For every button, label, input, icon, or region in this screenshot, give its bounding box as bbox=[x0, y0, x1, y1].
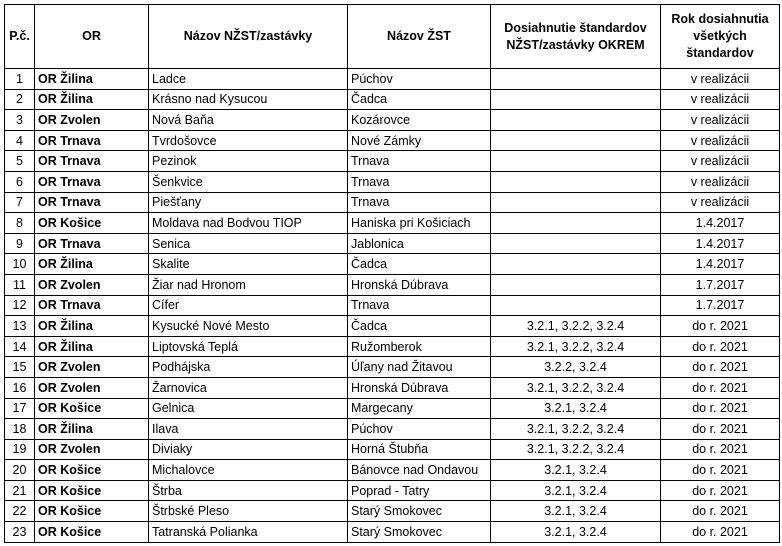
row-number: 8 bbox=[5, 213, 35, 234]
row-or: OR Žilina bbox=[35, 89, 149, 110]
row-number: 18 bbox=[5, 419, 35, 440]
row-number: 5 bbox=[5, 151, 35, 172]
row-number: 12 bbox=[5, 295, 35, 316]
row-standards: 3.2.1, 3.2.2, 3.2.4 bbox=[491, 419, 661, 440]
row-zst-name: Púchov bbox=[348, 69, 491, 90]
row-year: 1.4.2017 bbox=[661, 254, 780, 275]
row-number: 16 bbox=[5, 377, 35, 398]
row-zst-name: Čadca bbox=[348, 89, 491, 110]
row-nzst-name: Ilava bbox=[149, 419, 348, 440]
row-or: OR Zvolen bbox=[35, 439, 149, 460]
row-nzst-name: Piešťany bbox=[149, 192, 348, 213]
table-row bbox=[5, 213, 780, 234]
row-nzst-name: Krásno nad Kysucou bbox=[149, 89, 348, 110]
row-nzst-name: Šenkvice bbox=[149, 171, 348, 192]
row-number: 23 bbox=[5, 522, 35, 543]
row-nzst-name: Štrba bbox=[149, 480, 348, 501]
row-year: do r. 2021 bbox=[661, 336, 780, 357]
row-year: v realizácii bbox=[661, 110, 780, 131]
row-or: OR Žilina bbox=[35, 316, 149, 337]
row-number: 19 bbox=[5, 439, 35, 460]
row-or: OR Trnava bbox=[35, 295, 149, 316]
row-standards: 3.2.1, 3.2.2, 3.2.4 bbox=[491, 336, 661, 357]
row-nzst-name: Podhájska bbox=[149, 357, 348, 378]
header-standards: Dosiahnutie štandardov NŽST/zastávky OKREM bbox=[491, 5, 661, 69]
stations-table bbox=[4, 4, 780, 543]
row-year: 1.4.2017 bbox=[661, 213, 780, 234]
row-or: OR Žilina bbox=[35, 254, 149, 275]
row-number: 2 bbox=[5, 89, 35, 110]
row-standards: 3.2.1, 3.2.4 bbox=[491, 398, 661, 419]
row-year: v realizácii bbox=[661, 192, 780, 213]
row-or: OR Košice bbox=[35, 480, 149, 501]
header-nzst: Názov NŽST/zastávky bbox=[149, 5, 348, 69]
row-standards: 3.2.2, 3.2.4 bbox=[491, 357, 661, 378]
table-row bbox=[5, 110, 780, 131]
row-number: 7 bbox=[5, 192, 35, 213]
row-nzst-name: Žarnovica bbox=[149, 377, 348, 398]
row-number: 17 bbox=[5, 398, 35, 419]
row-or: OR Zvolen bbox=[35, 377, 149, 398]
row-standards: 3.2.1, 3.2.2, 3.2.4 bbox=[491, 439, 661, 460]
row-or: OR Košice bbox=[35, 522, 149, 543]
header-num: P.č. bbox=[5, 5, 35, 69]
row-year: 1.7.2017 bbox=[661, 274, 780, 295]
row-zst-name: Jablonica bbox=[348, 233, 491, 254]
table-row bbox=[5, 336, 780, 357]
row-zst-name: Ružomberok bbox=[348, 336, 491, 357]
table-row bbox=[5, 151, 780, 172]
row-year: 1.4.2017 bbox=[661, 233, 780, 254]
table-row bbox=[5, 377, 780, 398]
row-nzst-name: Liptovská Teplá bbox=[149, 336, 348, 357]
row-or: OR Zvolen bbox=[35, 274, 149, 295]
row-number: 9 bbox=[5, 233, 35, 254]
row-or: OR Žilina bbox=[35, 336, 149, 357]
row-number: 15 bbox=[5, 357, 35, 378]
row-year: v realizácii bbox=[661, 151, 780, 172]
row-or: OR Trnava bbox=[35, 192, 149, 213]
row-zst-name: Trnava bbox=[348, 151, 491, 172]
table-row bbox=[5, 357, 780, 378]
row-standards: 3.2.1, 3.2.2, 3.2.4 bbox=[491, 316, 661, 337]
row-nzst-name: Moldava nad Bodvou TIOP bbox=[149, 213, 348, 234]
row-year: do r. 2021 bbox=[661, 501, 780, 522]
row-zst-name: Horná Štubňa bbox=[348, 439, 491, 460]
row-zst-name: Trnava bbox=[348, 171, 491, 192]
table-row bbox=[5, 254, 780, 275]
row-nzst-name: Cífer bbox=[149, 295, 348, 316]
row-zst-name: Čadca bbox=[348, 254, 491, 275]
header-zst: Názov ŽST bbox=[348, 5, 491, 69]
row-nzst-name: Senica bbox=[149, 233, 348, 254]
row-standards bbox=[491, 69, 661, 90]
row-or: OR Trnava bbox=[35, 151, 149, 172]
row-standards: 3.2.1, 3.2.2, 3.2.4 bbox=[491, 377, 661, 398]
row-zst-name: Trnava bbox=[348, 295, 491, 316]
row-or: OR Košice bbox=[35, 398, 149, 419]
row-year: do r. 2021 bbox=[661, 357, 780, 378]
table-row bbox=[5, 398, 780, 419]
row-nzst-name: Tatranská Polianka bbox=[149, 522, 348, 543]
row-year: do r. 2021 bbox=[661, 419, 780, 440]
row-nzst-name: Ladce bbox=[149, 69, 348, 90]
row-number: 10 bbox=[5, 254, 35, 275]
row-or: OR Košice bbox=[35, 501, 149, 522]
row-or: OR Trnava bbox=[35, 130, 149, 151]
row-standards bbox=[491, 254, 661, 275]
row-nzst-name: Tvrdošovce bbox=[149, 130, 348, 151]
row-standards: 3.2.1, 3.2.4 bbox=[491, 480, 661, 501]
row-standards bbox=[491, 295, 661, 316]
row-zst-name: Bánovce nad Ondavou bbox=[348, 460, 491, 481]
row-nzst-name: Nová Baňa bbox=[149, 110, 348, 131]
row-number: 21 bbox=[5, 480, 35, 501]
row-zst-name: Nové Zámky bbox=[348, 130, 491, 151]
table-row bbox=[5, 295, 780, 316]
row-number: 14 bbox=[5, 336, 35, 357]
row-number: 22 bbox=[5, 501, 35, 522]
row-year: do r. 2021 bbox=[661, 398, 780, 419]
header-row bbox=[5, 5, 780, 69]
row-nzst-name: Michalovce bbox=[149, 460, 348, 481]
row-zst-name: Starý Smokovec bbox=[348, 501, 491, 522]
row-zst-name: Starý Smokovec bbox=[348, 522, 491, 543]
row-year: do r. 2021 bbox=[661, 377, 780, 398]
row-year: do r. 2021 bbox=[661, 480, 780, 501]
row-standards: 3.2.1, 3.2.4 bbox=[491, 501, 661, 522]
row-year: 1.7.2017 bbox=[661, 295, 780, 316]
row-or: OR Trnava bbox=[35, 233, 149, 254]
row-or: OR Košice bbox=[35, 213, 149, 234]
table-row bbox=[5, 233, 780, 254]
row-standards bbox=[491, 274, 661, 295]
row-standards bbox=[491, 89, 661, 110]
row-standards: 3.2.1, 3.2.4 bbox=[491, 522, 661, 543]
row-zst-name: Úľany nad Žitavou bbox=[348, 357, 491, 378]
header-year: Rok dosiahnutia všetkých štandardov bbox=[661, 5, 780, 69]
row-nzst-name: Kysucké Nové Mesto bbox=[149, 316, 348, 337]
row-number: 1 bbox=[5, 69, 35, 90]
row-standards bbox=[491, 110, 661, 131]
row-standards bbox=[491, 151, 661, 172]
row-year: do r. 2021 bbox=[661, 460, 780, 481]
row-zst-name: Poprad - Tatry bbox=[348, 480, 491, 501]
row-or: OR Žilina bbox=[35, 419, 149, 440]
row-or: OR Zvolen bbox=[35, 110, 149, 131]
header-or: OR bbox=[35, 5, 149, 69]
row-number: 11 bbox=[5, 274, 35, 295]
row-number: 3 bbox=[5, 110, 35, 131]
table-row bbox=[5, 501, 780, 522]
row-zst-name: Púchov bbox=[348, 419, 491, 440]
row-year: v realizácii bbox=[661, 89, 780, 110]
table-row bbox=[5, 522, 780, 543]
row-year: do r. 2021 bbox=[661, 522, 780, 543]
row-number: 13 bbox=[5, 316, 35, 337]
row-nzst-name: Diviaky bbox=[149, 439, 348, 460]
row-standards bbox=[491, 233, 661, 254]
row-year: v realizácii bbox=[661, 69, 780, 90]
row-standards bbox=[491, 171, 661, 192]
table-row bbox=[5, 419, 780, 440]
row-year: do r. 2021 bbox=[661, 316, 780, 337]
row-year: do r. 2021 bbox=[661, 439, 780, 460]
table-row bbox=[5, 439, 780, 460]
row-zst-name: Kozárovce bbox=[348, 110, 491, 131]
row-nzst-name: Pezinok bbox=[149, 151, 348, 172]
row-standards bbox=[491, 130, 661, 151]
row-nzst-name: Štrbské Pleso bbox=[149, 501, 348, 522]
row-nzst-name: Žiar nad Hronom bbox=[149, 274, 348, 295]
row-zst-name: Haniska pri Košiciach bbox=[348, 213, 491, 234]
table-row bbox=[5, 480, 780, 501]
row-or: OR Trnava bbox=[35, 171, 149, 192]
row-zst-name: Čadca bbox=[348, 316, 491, 337]
table-row bbox=[5, 171, 780, 192]
row-zst-name: Hronská Dúbrava bbox=[348, 377, 491, 398]
row-standards bbox=[491, 192, 661, 213]
row-or: OR Žilina bbox=[35, 69, 149, 90]
row-standards bbox=[491, 213, 661, 234]
row-year: v realizácii bbox=[661, 171, 780, 192]
table-row bbox=[5, 89, 780, 110]
row-number: 20 bbox=[5, 460, 35, 481]
row-standards: 3.2.1, 3.2.4 bbox=[491, 460, 661, 481]
table-row bbox=[5, 130, 780, 151]
table-row bbox=[5, 274, 780, 295]
row-zst-name: Hronská Dúbrava bbox=[348, 274, 491, 295]
row-year: v realizácii bbox=[661, 130, 780, 151]
row-nzst-name: Gelnica bbox=[149, 398, 348, 419]
row-or: OR Košice bbox=[35, 460, 149, 481]
row-zst-name: Margecany bbox=[348, 398, 491, 419]
table-row bbox=[5, 460, 780, 481]
table-row bbox=[5, 192, 780, 213]
table-row bbox=[5, 69, 780, 90]
row-nzst-name: Skalite bbox=[149, 254, 348, 275]
row-number: 6 bbox=[5, 171, 35, 192]
table-row bbox=[5, 316, 780, 337]
row-or: OR Zvolen bbox=[35, 357, 149, 378]
row-number: 4 bbox=[5, 130, 35, 151]
row-zst-name: Trnava bbox=[348, 192, 491, 213]
